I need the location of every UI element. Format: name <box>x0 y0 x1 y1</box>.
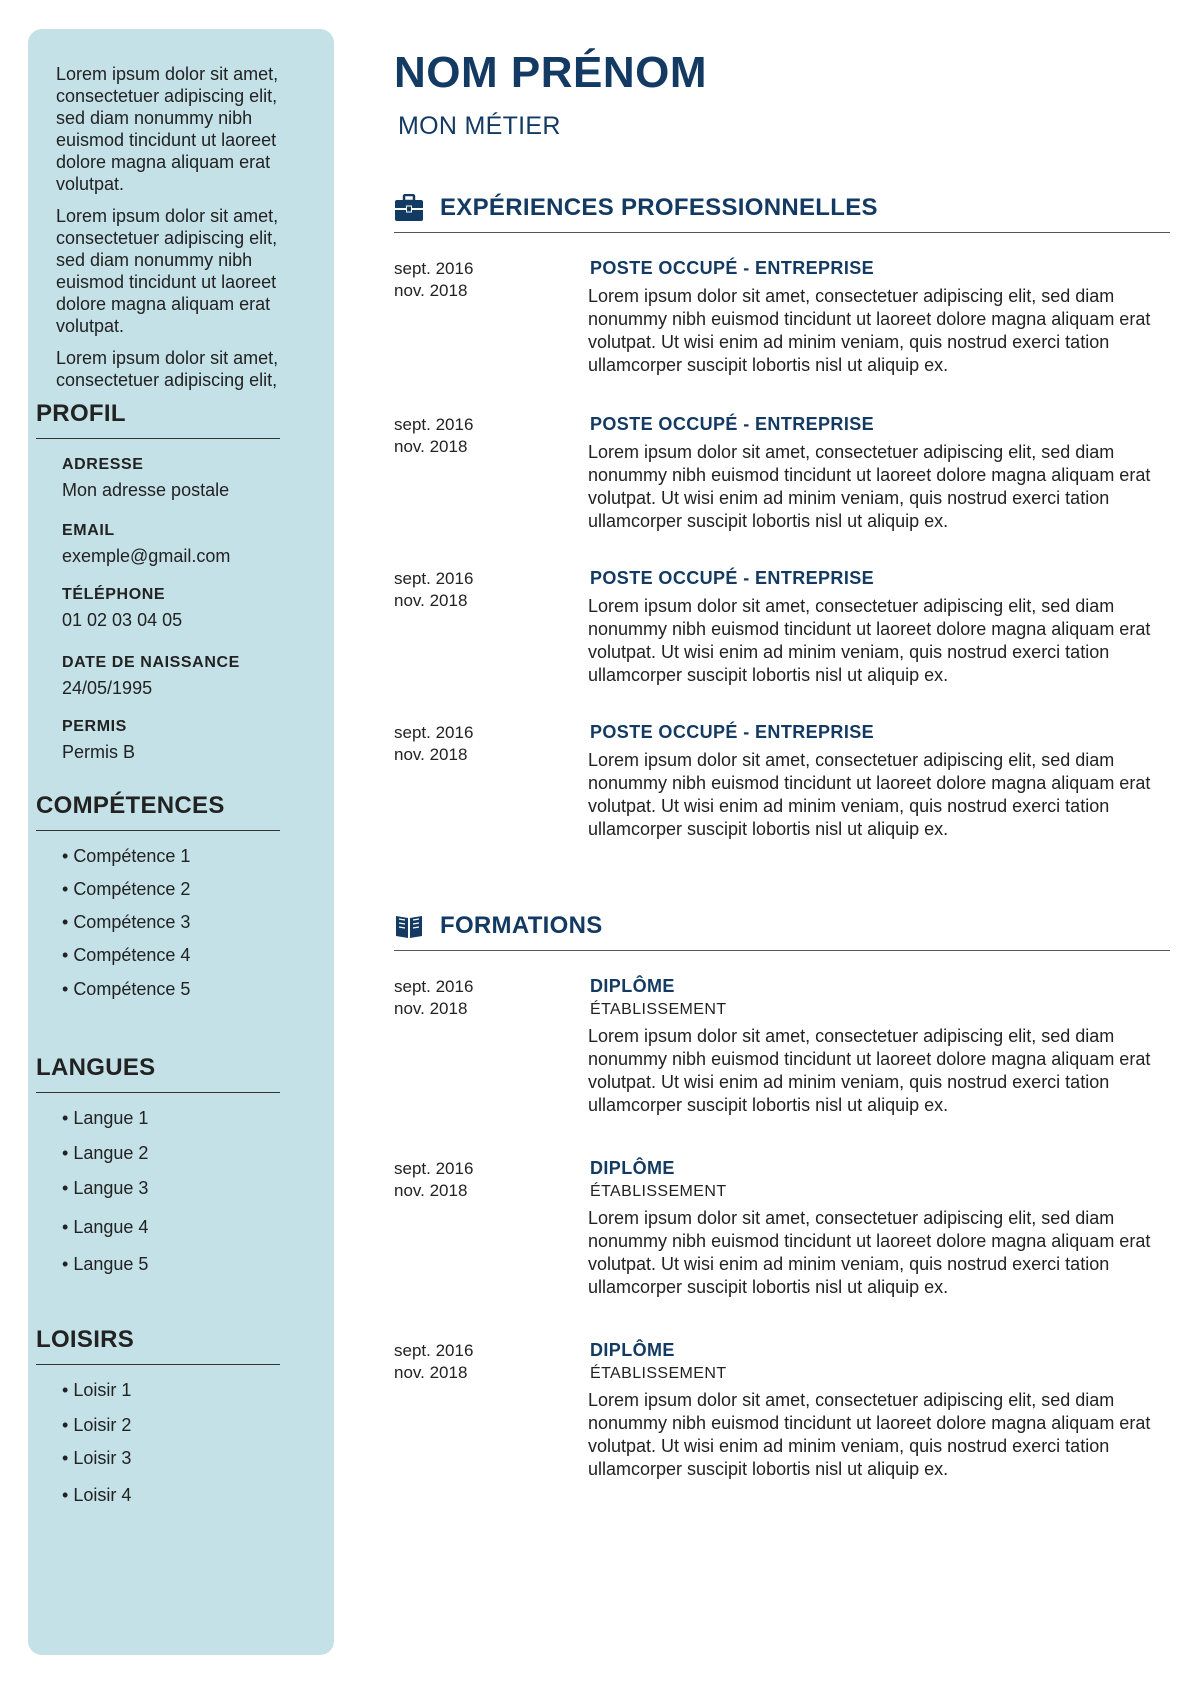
experiences-header <box>394 190 1170 233</box>
loisirs-section <box>32 1326 276 1365</box>
field-value: exemple@gmail.com <box>62 546 231 566</box>
entry-content <box>588 722 1158 841</box>
entry-content <box>588 568 1158 687</box>
start-date: sept. 2016 <box>394 259 474 278</box>
field-value: Mon adresse postale <box>62 480 230 500</box>
end-date: nov. 2018 <box>394 281 468 300</box>
entry-school: ÉTABLISSEMENT <box>590 1001 727 1018</box>
entry-dates <box>394 1158 544 1202</box>
end-date: nov. 2018 <box>394 745 468 764</box>
profil-heading: PROFIL <box>36 400 280 439</box>
profil-field-license <box>62 718 306 763</box>
profil-section <box>32 400 276 439</box>
entry-school: ÉTABLISSEMENT <box>590 1365 727 1382</box>
entry-content <box>588 1158 1158 1299</box>
entry-title: POSTE OCCUPÉ - ENTREPRISE <box>590 414 875 434</box>
entry-content <box>588 976 1158 1117</box>
list-item: • Langue 3 <box>62 1178 306 1217</box>
list-item: • Langue 1 <box>62 1108 306 1143</box>
profil-field-birthdate <box>62 654 306 699</box>
loisirs-heading: LOISIRS <box>36 1326 280 1365</box>
end-date: nov. 2018 <box>394 437 468 456</box>
job-title: MON MÉTIER <box>398 112 561 140</box>
briefcase-icon <box>394 194 424 222</box>
entry-title: DIPLÔME <box>590 1340 675 1360</box>
profil-field-phone <box>62 586 306 631</box>
field-label: ADRESSE <box>62 456 144 473</box>
list-item: • Compétence 5 <box>62 979 306 1012</box>
list-item: • Loisir 3 <box>62 1448 306 1485</box>
entry-description: Lorem ipsum dolor sit amet, consectetuer adipiscing elit, sed diam nonummy nibh euismod tincidunt ut laoreet dolore magna aliquam erat volutpat. Ut wisi enim ad minim veniam, quis nostrud exerci tation ullamcorper suscipit lobortis nisl ut aliquip ex. <box>588 1208 1151 1297</box>
experiences-heading: EXPÉRIENCES PROFESSIONNELLES <box>440 194 878 221</box>
list-item: • Compétence 4 <box>62 945 306 979</box>
entry-title: POSTE OCCUPÉ - ENTREPRISE <box>590 568 875 588</box>
loisirs-list <box>62 1380 306 1520</box>
langues-list <box>62 1108 306 1289</box>
end-date: nov. 2018 <box>394 591 468 610</box>
langues-heading: LANGUES <box>36 1054 280 1093</box>
profil-field-email <box>62 522 306 567</box>
start-date: sept. 2016 <box>394 569 474 588</box>
entry-description: Lorem ipsum dolor sit amet, consectetuer adipiscing elit, sed diam nonummy nibh euismod tincidunt ut laoreet dolore magna aliquam erat volutpat. Ut wisi enim ad minim veniam, quis nostrud exerci tation ullamcorper suscipit lobortis nisl ut aliquip ex. <box>588 750 1151 839</box>
field-value: Permis B <box>62 742 136 762</box>
entry-title: DIPLÔME <box>590 1158 675 1178</box>
profil-field-address <box>62 456 306 501</box>
entry-content <box>588 414 1158 533</box>
end-date: nov. 2018 <box>394 999 468 1018</box>
list-item: • Loisir 1 <box>62 1380 306 1415</box>
entry-school: ÉTABLISSEMENT <box>590 1183 727 1200</box>
list-item: • Compétence 2 <box>62 879 306 912</box>
list-item: • Loisir 4 <box>62 1485 306 1520</box>
list-item: • Loisir 2 <box>62 1415 306 1448</box>
start-date: sept. 2016 <box>394 977 474 996</box>
field-value: 24/05/1995 <box>62 678 153 698</box>
start-date: sept. 2016 <box>394 723 474 742</box>
field-label: EMAIL <box>62 522 115 539</box>
entry-description: Lorem ipsum dolor sit amet, consectetuer adipiscing elit, sed diam nonummy nibh euismod tincidunt ut laoreet dolore magna aliquam erat volutpat. Ut wisi enim ad minim veniam, quis nostrud exerci tation ullamcorper suscipit lobortis nisl ut aliquip ex. <box>588 1390 1151 1479</box>
entry-dates <box>394 258 544 302</box>
entry-description: Lorem ipsum dolor sit amet, consectetuer adipiscing elit, sed diam nonummy nibh euismod tincidunt ut laoreet dolore magna aliquam erat volutpat. Ut wisi enim ad minim veniam, quis nostrud exerci tation ullamcorper suscipit lobortis nisl ut aliquip ex. <box>588 1026 1151 1115</box>
entry-dates <box>394 722 544 766</box>
list-item: • Langue 2 <box>62 1143 306 1178</box>
competences-heading: COMPÉTENCES <box>36 792 280 831</box>
formations-heading: FORMATIONS <box>440 912 603 939</box>
field-label: TÉLÉPHONE <box>62 586 166 603</box>
open-book-icon <box>394 912 424 940</box>
entry-description: Lorem ipsum dolor sit amet, consectetuer adipiscing elit, sed diam nonummy nibh euismod tincidunt ut laoreet dolore magna aliquam erat volutpat. Ut wisi enim ad minim veniam, quis nostrud exerci tation ullamcorper suscipit lobortis nisl ut aliquip ex. <box>588 596 1151 685</box>
entry-description: Lorem ipsum dolor sit amet, consectetuer adipiscing elit, sed diam nonummy nibh euismod tincidunt ut laoreet dolore magna aliquam erat volutpat. Ut wisi enim ad minim veniam, quis nostrud exerci tation ullamcorper suscipit lobortis nisl ut aliquip ex. <box>588 286 1151 375</box>
entry-content <box>588 258 1158 377</box>
competences-list <box>62 846 306 1012</box>
field-label: PERMIS <box>62 718 127 735</box>
entry-dates <box>394 568 544 612</box>
end-date: nov. 2018 <box>394 1363 468 1382</box>
entry-content <box>588 1340 1158 1481</box>
list-item: • Langue 4 <box>62 1217 306 1254</box>
field-value: 01 02 03 04 05 <box>62 610 183 630</box>
competences-section <box>32 792 276 831</box>
entry-dates <box>394 414 544 458</box>
entry-description: Lorem ipsum dolor sit amet, consectetuer adipiscing elit, sed diam nonummy nibh euismod tincidunt ut laoreet dolore magna aliquam erat volutpat. Ut wisi enim ad minim veniam, quis nostrud exerci tation ullamcorper suscipit lobortis nisl ut aliquip ex. <box>588 442 1151 531</box>
entry-title: POSTE OCCUPÉ - ENTREPRISE <box>590 722 875 742</box>
full-name: NOM PRÉNOM <box>394 48 707 97</box>
entry-dates <box>394 976 544 1020</box>
intro-paragraph: Lorem ipsum dolor sit amet, consectetuer adipiscing elit, sed diam nonummy nibh euismod tincidunt ut laoreet dolore magna aliquam erat volutpat. <box>56 64 279 194</box>
list-item: • Compétence 1 <box>62 846 306 879</box>
formations-header <box>394 908 1170 951</box>
entry-title: DIPLÔME <box>590 976 675 996</box>
list-item: • Compétence 3 <box>62 912 306 945</box>
field-label: DATE DE NAISSANCE <box>62 654 240 671</box>
end-date: nov. 2018 <box>394 1181 468 1200</box>
entry-title: POSTE OCCUPÉ - ENTREPRISE <box>590 258 875 278</box>
start-date: sept. 2016 <box>394 415 474 434</box>
start-date: sept. 2016 <box>394 1159 474 1178</box>
langues-section <box>32 1054 276 1093</box>
list-item: • Langue 5 <box>62 1254 306 1289</box>
start-date: sept. 2016 <box>394 1341 474 1360</box>
entry-dates <box>394 1340 544 1384</box>
intro-paragraph: Lorem ipsum dolor sit amet, consectetuer adipiscing elit, sed diam nonummy nibh euismod tincidunt ut laoreet dolore magna aliquam erat volutpat. <box>56 206 279 336</box>
sidebar-intro <box>56 63 306 391</box>
intro-paragraph: Lorem ipsum dolor sit amet, consectetuer adipiscing elit, <box>56 348 279 390</box>
